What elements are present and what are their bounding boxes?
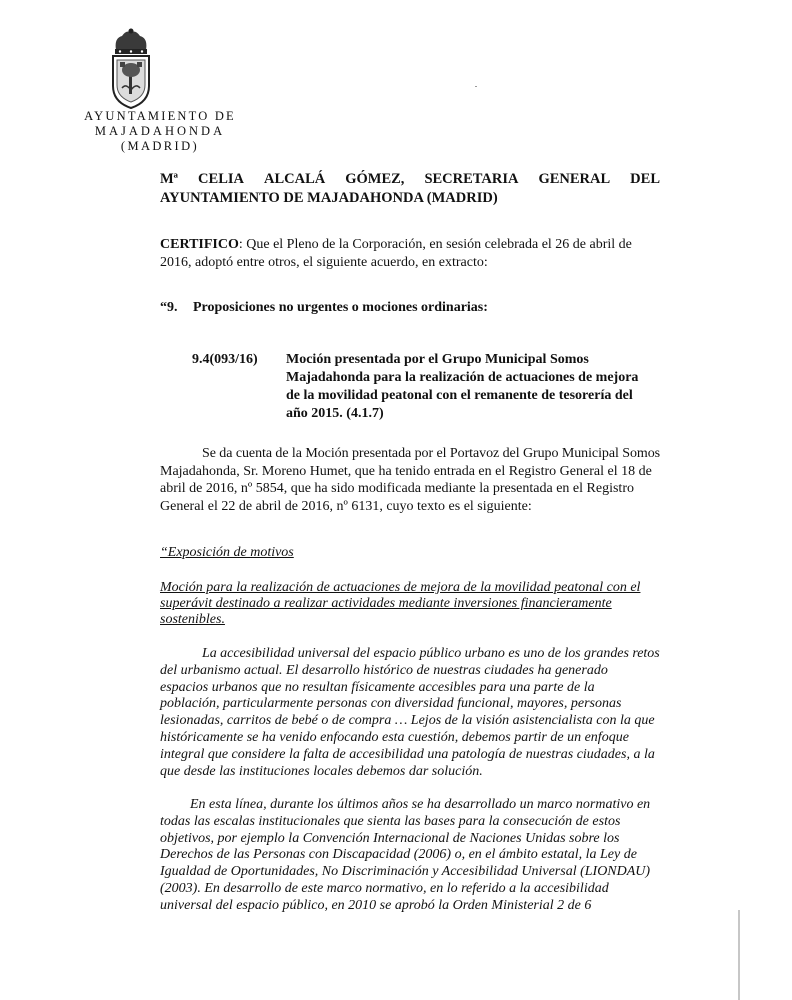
item-title-line: de la movilidad peatonal con el remanente de tesorería del [286, 388, 633, 403]
certifico-line-1-rest: : Que el Pleno de la Corporación, en sesión celebrada el 26 de abril de [238, 237, 632, 252]
item-title-line: año 2015. (4.1.7) [286, 406, 384, 421]
paragraph-line: objetivos, por ejemplo la Convención Internacional de Naciones Unidas sobre los [160, 830, 620, 846]
heading-word: CELIA [198, 171, 244, 187]
paragraph-line: Derechos de las Personas con Discapacidad (2006) o, en el ámbito estatal, la Ley de [160, 847, 637, 863]
intro-line: Majadahonda, Sr. Moreno Humet, que ha tenido entrada en el Registro General el 18 de [160, 463, 652, 479]
heading-word: Mª [160, 171, 179, 187]
heading-word: GÓMEZ, [345, 171, 405, 187]
paragraph-line: universal del espacio público, en 2010 se aprobó la Orden Ministerial 2 de 6 [160, 897, 592, 913]
paragraph-line: que desde las instituciones locales debemos dar solución. [160, 763, 483, 779]
paragraph-line: integral que considere la falta de accesibilidad una patología de nuestras ciudades, a la [160, 746, 655, 762]
letterhead-line-3: (MADRID) [120, 139, 200, 153]
section-heading [160, 300, 488, 316]
paragraph-line: En esta línea, durante los últimos años se ha desarrollado un marco normativo en [190, 797, 651, 812]
intro-line: abril de 2016, nº 5854, que ha sido modificada mediante la presentada en el Registro [160, 481, 634, 496]
heading-line-2: AYUNTAMIENTO DE MAJADAHONDA (MADRID) [160, 190, 498, 206]
paragraph-line: población, particularmente personas con diversidad funcional, mayores, personas [160, 696, 622, 712]
section-number: “9. [160, 300, 178, 315]
letterhead-line-2: MAJADAHONDA [94, 124, 226, 138]
paragraph-line: históricamente se ha venido enfocando esta cuestión, debemos partir de un enfoque [160, 729, 629, 745]
intro-line: Se da cuenta de la Moción presentada por el Portavoz del Grupo Municipal Somos [202, 446, 661, 461]
paragraph-line: Igualdad de Oportunidades, No Discriminación y Accesibilidad Universal (LIONDAU) [160, 864, 651, 880]
motivos-paragraph-1 [160, 646, 660, 780]
motivos-paragraph-2 [160, 797, 660, 915]
intro-line: General el 22 de abril de 2016, nº 6131, cuyo texto es el siguiente: [160, 498, 532, 514]
heading-word: DEL [630, 171, 660, 187]
paragraph-line: lesionadas, carritos de bebé o de compra … Lejos de la visión asistencialista con la que [160, 713, 655, 729]
intro-paragraph [160, 445, 660, 515]
paragraph-line: (2003). En desarrollo de este marco normativo, en lo referido a la accesibilidad [160, 880, 609, 896]
mocion-title-line: Moción para la realización de actuaciones de mejora de la movilidad peatonal con el [160, 580, 641, 595]
certifico-line-1-text [160, 236, 632, 254]
letterhead-line-1: AYUNTAMIENTO DE [84, 109, 236, 123]
exposicion-heading: “Exposición de motivos [160, 545, 294, 560]
document-heading [160, 170, 660, 208]
heading-line-1 [160, 170, 660, 189]
certifico-paragraph [160, 236, 660, 271]
mocion-title [160, 580, 660, 628]
page-edge-scrollbar[interactable] [738, 910, 740, 1000]
heading-word: GENERAL [538, 171, 611, 187]
certifico-label: CERTIFICO [160, 237, 239, 252]
section-title: Proposiciones no urgentes o mociones ordinarias: [193, 300, 488, 315]
paragraph-line: espacios urbanos que no resultan físicamente accesibles para una parte de la [160, 679, 595, 695]
mocion-title-line: superávit destinado a realizar actividades mediante inversiones financieramente [160, 596, 612, 611]
item-title-text: Moción presentada por el Grupo Municipal Somos [286, 352, 589, 367]
item-code: 9.4(093/16) [192, 352, 258, 367]
scan-dot [475, 86, 477, 87]
item-title-line: Majadahonda para la realización de actuaciones de mejora [286, 370, 639, 385]
heading-word: ALCALÁ [263, 171, 326, 187]
certifico-line-1 [160, 236, 660, 254]
paragraph-line: todas las escalas institucionales que sienta las bases para la consecución de estos [160, 813, 621, 829]
item-title-line [286, 351, 660, 369]
heading-word: SECRETARIA [424, 171, 519, 187]
coat-of-arms-icon [108, 28, 154, 110]
mocion-title-line: sostenibles. [160, 612, 225, 627]
paragraph-line: del urbanismo actual. El desarrollo histórico de nuestras ciudades ha generado [160, 662, 608, 678]
certifico-line-2: 2016, adoptó entre otros, el siguiente acuerdo, en extracto: [160, 254, 488, 270]
paragraph-line: La accesibilidad universal del espacio público urbano es uno de los grandes retos [202, 646, 660, 661]
item-title [286, 351, 660, 423]
